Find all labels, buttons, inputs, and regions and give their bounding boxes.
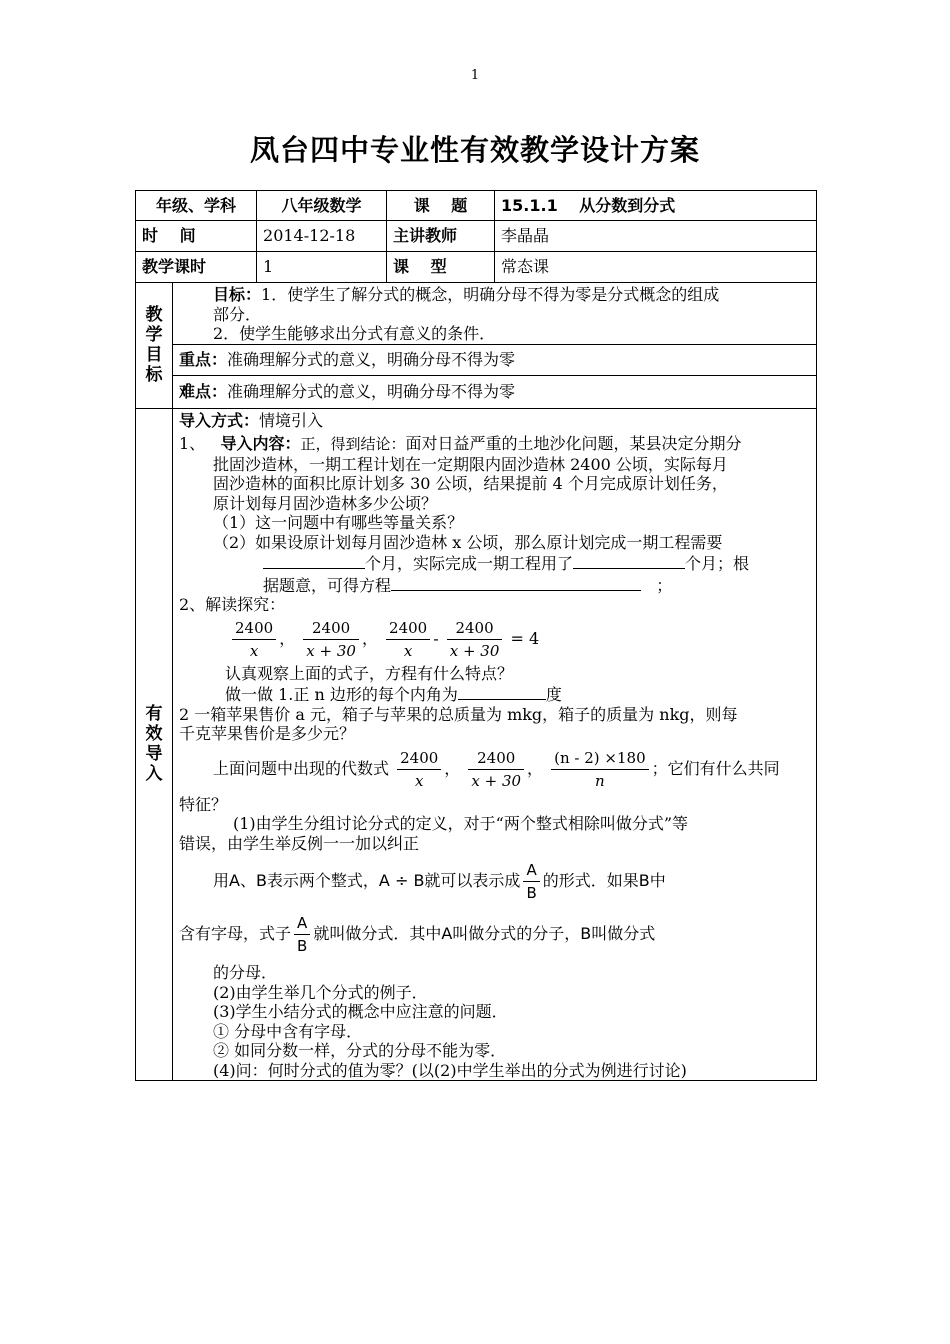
difficulty-label: 难点： — [179, 381, 228, 401]
document-title: 凤台四中专业性有效教学设计方案 — [249, 133, 700, 167]
answer-blank-1[interactable] — [263, 552, 365, 569]
discussion-1a: (1)由学生分组讨论分式的定义，对于“两个整式相除叫做分式”等 — [233, 814, 689, 833]
type-value: 常态课 — [495, 252, 817, 283]
item1-label: 导入内容： — [220, 434, 301, 453]
definition-line-b: 含有字母，式子 $\frac{A}{B}$ 就叫做分式．其中A叫做分式的分子，B叫做分式 — [179, 914, 656, 955]
discussion-2: (2)由学生举几个分式的例子． — [213, 982, 428, 1002]
definition-fraction-a: $\frac{A}{B}$ — [523, 859, 539, 904]
goal-cell — [173, 283, 817, 345]
expressions-tail: ；它们有什么共同 — [651, 758, 780, 778]
item1-text-d: 原计划每月固沙造林多少公顷？ — [213, 493, 438, 513]
header-row-grade — [136, 191, 817, 221]
discussion-3: (3)学生小结分式的概念中应注意的问题． — [213, 1002, 508, 1021]
expressions-lead: 上面问题中出现的代数式 — [213, 758, 390, 778]
item2-heading: 2、解读探究： — [179, 595, 286, 614]
goal-1a: 1．使学生了解分式的概念，明确分母不得为零是分式概念的组成 — [261, 285, 720, 304]
fraction-3: $\frac{2400}{x}$ — [386, 617, 430, 662]
grade-value: 八年级数学 — [257, 191, 387, 221]
header-row-hours — [136, 252, 817, 283]
expression-1: $\frac{2400}{x}$ — [397, 747, 441, 792]
fraction-4: $\frac{2400}{x + 30}$ — [447, 617, 503, 662]
intro-section-label: 有 效 导 入 — [136, 408, 173, 1081]
question-2b: 个月，实际完成一期工程用了 — [365, 554, 574, 573]
objectives-goal-row — [136, 283, 817, 345]
type-label: 课 型 — [387, 252, 495, 283]
key-text: 准确理解分式的意义，明确分母不得为零 — [227, 349, 516, 369]
goal-2: 2．使学生能够求出分式有意义的条件． — [213, 324, 496, 343]
intro-row — [136, 408, 817, 1081]
teacher-label: 主讲教师 — [387, 221, 495, 252]
time-label: 时 间 — [136, 221, 257, 252]
answer-blank-2[interactable] — [573, 552, 685, 569]
topic-value: 15.1.1 从分数到分式 — [495, 191, 817, 221]
angle-blank[interactable] — [458, 683, 546, 700]
fraction-1: $\frac{2400}{x}$ — [232, 617, 276, 662]
topic-label: 课 题 — [387, 191, 495, 221]
key-cell — [173, 344, 817, 375]
item1-number: 1、 — [179, 434, 206, 453]
equation-tail: = 4 — [510, 628, 540, 648]
discussion-1b: 错误，由学生举反例一一加以纠正 — [179, 833, 420, 853]
hours-value: 1 — [257, 252, 387, 283]
apple-problem-b: 千克苹果售价是多少元？ — [179, 724, 356, 743]
fraction-2: $\frac{2400}{x + 30}$ — [303, 617, 359, 662]
doit-end: 度 — [545, 685, 562, 704]
question-2b-end: 个月；根 — [685, 554, 750, 573]
objectives-section-label: 教 学 目 标 — [136, 283, 173, 409]
expression-2: $\frac{2400}{x + 30}$ — [468, 747, 524, 792]
question-2c: 据题意，可得方程 — [263, 575, 392, 595]
hours-label: 教学课时 — [136, 252, 257, 283]
item1-text-b: 批固沙造林，一期工程计划在一定期限内固沙造林 2400 公顷，实际每月 — [213, 454, 728, 474]
lesson-plan-table — [135, 190, 817, 1081]
definition-fraction-b: $\frac{A}{B}$ — [294, 912, 310, 957]
key-label: 重点： — [179, 349, 228, 369]
question-2c-end: ； — [656, 575, 673, 595]
definition-line-c: 的分母． — [213, 963, 278, 982]
difficulty-cell — [173, 375, 817, 408]
equation-blank[interactable] — [391, 574, 641, 591]
time-value: 2014-12-18 — [257, 221, 387, 252]
header-row-time — [136, 221, 817, 252]
question-1: （1）这一问题中有哪些等量关系？ — [213, 513, 464, 532]
grade-label: 年级、学科 — [136, 191, 257, 221]
discussion-3-point-1: ① 分母中含有字母． — [213, 1021, 363, 1041]
goal-1b: 部分． — [213, 304, 262, 324]
definition-line-a: 用A、B表示两个整式，A ÷ B就可以表示成 $\frac{A}{B}$ 的形式．如果B中 — [213, 861, 666, 902]
expressions-line: 上面问题中出现的代数式 $\frac{2400}{x}$ ， $\frac{2400}{x + 30}$ ， $\frac{(n - 2) \times 180}{n}$ ；它们有什么共同 — [213, 748, 780, 790]
teacher-value: 李晶晶 — [495, 221, 817, 252]
expression-3: $\frac{(n - 2) \times 180}{n}$ — [551, 747, 648, 792]
method-text: 情境引入 — [259, 410, 324, 430]
item1-note: 正，得到结论： — [300, 435, 406, 453]
feature-text: 特征？ — [179, 794, 228, 814]
goal-label: 目标： — [213, 285, 262, 304]
difficulty-text: 准确理解分式的意义，明确分母不得为零 — [227, 381, 516, 401]
method-label: 导入方式： — [179, 410, 260, 430]
objectives-key-row — [136, 344, 817, 375]
page-number: 1 — [470, 68, 480, 83]
question-2a: （2）如果设原计划每月固沙造林 x 公顷，那么原计划完成一期工程需要 — [213, 532, 723, 552]
objectives-difficulty-row — [136, 375, 817, 408]
discussion-3-point-2: ② 如同分数一样，分式的分母不能为零． — [213, 1041, 507, 1060]
observe-text: 认真观察上面的式子，方程有什么特点？ — [225, 663, 514, 683]
item1-text-c: 固沙造林的面积比原计划多 30 公顷，结果提前 4 个月完成原计划任务， — [213, 474, 728, 493]
doit-text: 做一做 1.正 n 边形的每个内角为 — [225, 685, 458, 704]
apple-problem-a: 2 一箱苹果售价 a 元，箱子与苹果的总质量为 mkg，箱子的质量为 nkg，则每 — [179, 704, 738, 724]
intro-content-cell — [173, 408, 817, 1081]
explore-fractions: $\frac{2400}{x}$ ， $\frac{2400}{x + 30}$ ， $\frac{2400}{x}$ - $\frac{2400}{x + 30}$ = 4 — [179, 617, 810, 662]
discussion-4: (4)问：何时分式的值为零？(以(2)中学生举出的分式为例进行讨论) — [213, 1060, 687, 1080]
item1-text-a: 面对日益严重的土地沙化问题，某县决定分期分 — [405, 434, 742, 453]
